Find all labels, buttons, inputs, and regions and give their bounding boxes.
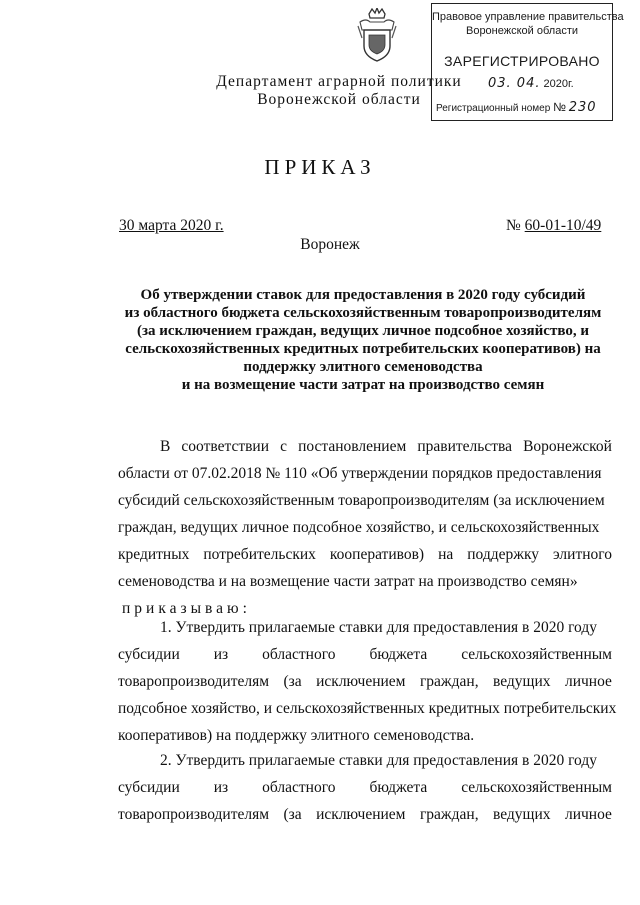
stamp-date-year: 2020г. — [543, 78, 574, 90]
body-line: кооперативов) на поддержку элитного семеноводства. — [118, 727, 475, 744]
stamp-reg-num-sign: № — [553, 100, 566, 114]
body-line — [118, 668, 612, 695]
body-line: 2. Утвердить прилагаемые ставки для предоставления в 2020 году — [160, 752, 597, 769]
word: из — [213, 646, 229, 663]
word: из — [213, 779, 229, 796]
word: субсидии — [118, 646, 180, 663]
word: Воронежской — [523, 438, 612, 455]
body-line — [118, 641, 612, 668]
body-line: 1. Утвердить прилагаемые ставки для предоставления в 2020 году — [160, 619, 597, 636]
subject-line: из областного бюджета сельскохозяйственным товаропроизводителям — [124, 305, 602, 321]
body-line: граждан, ведущих личное подсобное хозяйство, и сельскохозяйственных — [118, 519, 600, 536]
word: ведущих — [493, 806, 551, 823]
word: товаропроизводителям — [118, 806, 270, 823]
word: исключением — [316, 673, 406, 690]
department-name-line1: Департамент аграрной политики — [216, 73, 462, 90]
word: кооперативов) — [329, 546, 425, 563]
document-number — [506, 217, 601, 235]
stamp-reg-label: Регистрационный номер — [436, 103, 551, 114]
document-subject — [115, 286, 611, 394]
body-line — [118, 541, 612, 568]
body-line: области от 07.02.2018 № 110 «Об утверждении порядков предоставления — [118, 465, 602, 482]
word: кредитных — [118, 546, 190, 563]
word: сельскохозяйственным — [461, 779, 612, 796]
body-line: подсобное хозяйство, и сельскохозяйственных кредитных потребительских — [118, 700, 617, 717]
paragraph-preamble — [118, 433, 612, 622]
subject-line: и на возмещение части затрат на производство семян — [181, 377, 545, 393]
order-word: приказываю: — [122, 600, 251, 617]
number-sign: № — [506, 217, 521, 234]
word: правительства — [417, 438, 513, 455]
body-line: субсидий сельскохозяйственным товаропроизводителям (за исключением — [118, 492, 605, 509]
word: (за — [283, 673, 302, 690]
subject-line: (за исключением граждан, ведущих личное подсобное хозяйство, и — [137, 323, 589, 339]
word: граждан, — [419, 673, 479, 690]
word: ведущих — [493, 673, 551, 690]
word: бюджета — [369, 646, 428, 663]
word: областного — [262, 779, 336, 796]
word: В — [160, 438, 171, 455]
word: исключением — [316, 806, 406, 823]
stamp-organization-line2: Воронежской области — [465, 25, 578, 37]
word: поддержку — [467, 546, 540, 563]
document-city: Воронеж — [300, 236, 360, 253]
stamp-date-handwritten: 03. 04. — [488, 76, 541, 91]
paragraph-item-1 — [118, 614, 617, 749]
subject-line: сельскохозяйственных кредитных потребительских кооперативов) на — [125, 341, 601, 357]
word: с — [280, 438, 287, 455]
word: постановлением — [298, 438, 407, 455]
word: элитного — [553, 546, 612, 563]
body-line — [118, 774, 612, 801]
subject-line: поддержку элитного семеноводства — [243, 359, 483, 375]
subject-line: Об утверждении ставок для предоставления в 2020 году субсидий — [140, 287, 586, 303]
number-value: 60-01-10/49 — [524, 217, 602, 234]
department-name-line2: Воронежской области — [257, 91, 421, 108]
word: личное — [564, 673, 612, 690]
document-date: 30 марта 2020 г. — [119, 217, 224, 234]
stamp-organization-line1: Правовое управление правительства — [432, 11, 624, 23]
word: сельскохозяйственным — [461, 646, 612, 663]
word: (за — [283, 806, 302, 823]
document-title: ПРИКАЗ — [264, 155, 376, 179]
word: товаропроизводителям — [118, 673, 270, 690]
word: личное — [564, 806, 612, 823]
word: на — [438, 546, 454, 563]
body-line: семеноводства и на возмещение части затрат на производство семян» — [118, 573, 578, 590]
coat-of-arms-emblem — [356, 8, 398, 64]
stamp-status: ЗАРЕГИСТРИРОВАНО — [444, 53, 600, 69]
word: областного — [262, 646, 336, 663]
body-line — [118, 433, 612, 460]
word: бюджета — [369, 779, 428, 796]
paragraph-item-2 — [118, 747, 612, 828]
word: граждан, — [419, 806, 479, 823]
word: субсидии — [118, 779, 180, 796]
word: потребительских — [203, 546, 316, 563]
body-line — [118, 801, 612, 828]
word: соответствии — [181, 438, 270, 455]
stamp-reg-number-handwritten: 230 — [568, 100, 597, 115]
